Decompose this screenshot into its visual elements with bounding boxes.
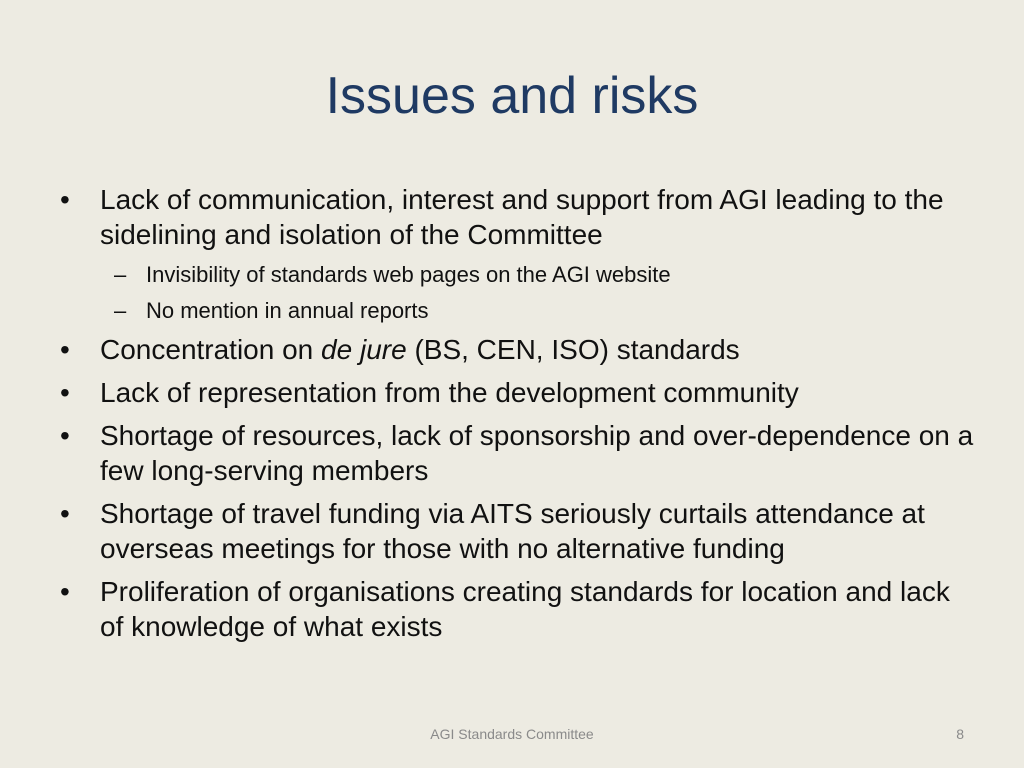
bullet-text: Shortage of resources, lack of sponsorship and over-dependence on a few long-serving members <box>100 420 974 486</box>
footer-text: AGI Standards Committee <box>430 726 594 742</box>
bullet-text: Shortage of travel funding via AITS seriously curtails attendance at overseas meetings for those with no alternative funding <box>100 498 925 564</box>
bullet-text: Proliferation of organisations creating standards for location and lack of knowledge of what exists <box>100 576 950 642</box>
bullet-text-pre: Concentration on <box>100 334 322 365</box>
bullet-text-emphasis: de jure <box>321 334 407 365</box>
bullet-item-2 <box>56 332 976 367</box>
bullet-item-3 <box>56 375 976 410</box>
bullet-item-6 <box>56 574 976 644</box>
bullet-marker: • <box>60 377 70 408</box>
bullet-item-4 <box>56 418 976 488</box>
bullet-list <box>56 182 976 652</box>
sub-bullet-item-1 <box>56 260 976 290</box>
sub-bullet-marker: – <box>114 262 127 287</box>
sub-bullet-text: No mention in annual reports <box>146 298 429 323</box>
sub-bullet-list <box>56 260 976 326</box>
bullet-marker: • <box>60 498 70 529</box>
slide-title: Issues and risks <box>325 67 699 125</box>
bullet-marker: • <box>60 420 70 451</box>
bullet-marker: • <box>60 576 70 607</box>
bullet-text-post: (BS, CEN, ISO) standards <box>406 334 740 365</box>
sub-bullet-text: Invisibility of standards web pages on the AGI website <box>146 262 671 287</box>
bullet-marker: • <box>60 184 70 215</box>
bullet-text: Lack of representation from the development community <box>100 377 799 408</box>
sub-bullet-item-2 <box>56 296 976 326</box>
page-number: 8 <box>956 726 964 742</box>
bullet-text: Lack of communication, interest and support from AGI leading to the sidelining and isolation of the Committee <box>100 184 944 250</box>
bullet-item-1 <box>56 182 976 252</box>
sub-bullet-marker: – <box>114 298 127 323</box>
bullet-marker: • <box>60 334 70 365</box>
bullet-item-5 <box>56 496 976 566</box>
